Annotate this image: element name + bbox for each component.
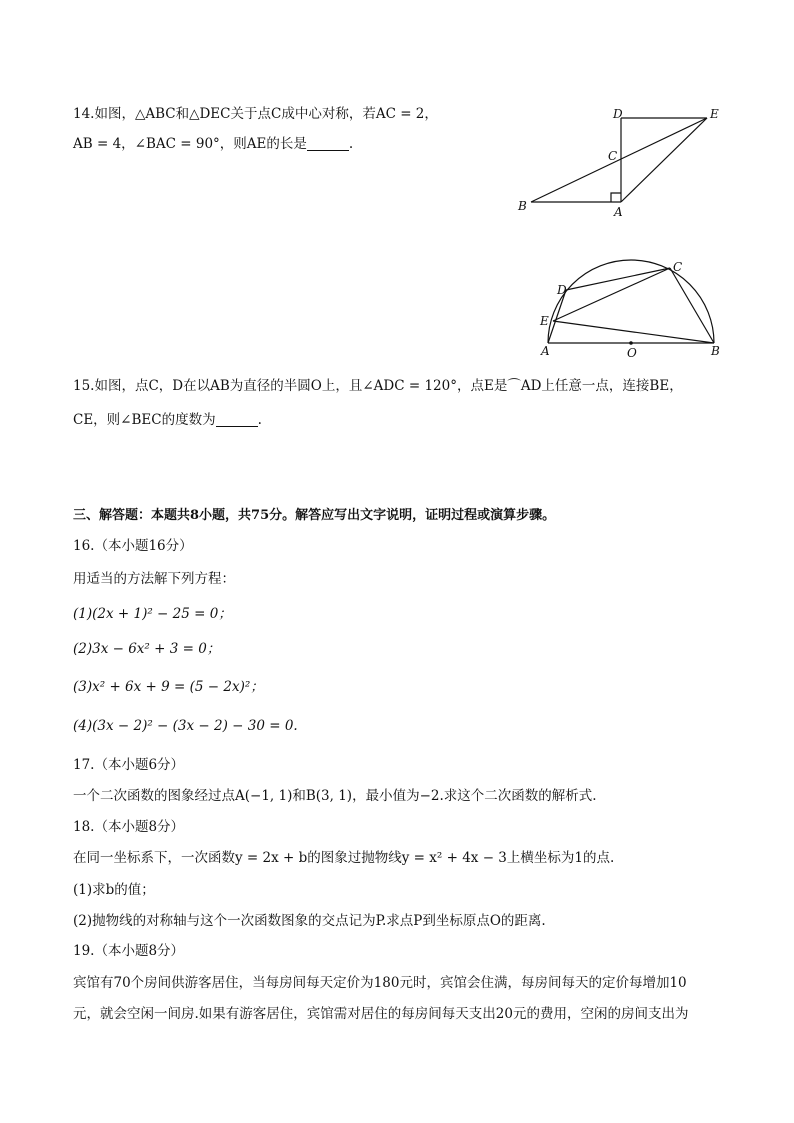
q14-figure — [510, 104, 730, 224]
right-angle-mark — [611, 193, 621, 202]
q14-line-2 — [73, 134, 353, 154]
line-ec — [553, 268, 670, 321]
q15-line-2 — [73, 410, 262, 430]
q18-text: 在同一坐标系下，一次函数y = 2x + b的图象过抛物线y = x² + 4x − 3上横坐标为1的点. — [73, 850, 615, 866]
q16-equation-1: (1)(2x + 1)² − 25 = 0； — [73, 606, 232, 622]
q14-line-2-end: . — [348, 136, 354, 152]
q15-line-2-text: CE，则∠BEC的度数为 — [73, 412, 216, 428]
q19-line-1: 宾馆有70个房间供游客居住，当每房间每天定价为180元时，宾馆会住满，每房间每天的定价每增加10 — [73, 975, 687, 991]
q19-line-2: 元，就会空闲一间房.如果有游客居住，宾馆需对居住的每房间每天支出20元的费用，空闲的房间支出为 — [73, 1006, 689, 1022]
label-o: O — [627, 346, 637, 360]
line-be — [531, 118, 707, 202]
section-3-heading: 三、解答题：本题共8小题，共75分。解答应写出文字说明，证明过程或演算步骤。 — [73, 508, 556, 523]
q17-header: 17.（本小题6分） — [73, 757, 185, 773]
q14-line-2-text: AB = 4，∠BAC = 90°，则AE的长是 — [73, 136, 307, 152]
q17-text: 一个二次函数的图象经过点A(−1, 1)和B(3, 1)，最小值为−2.求这个二次函数的解析式. — [73, 788, 597, 804]
line-ae — [621, 118, 707, 202]
answer-blank — [216, 412, 258, 427]
line-eb — [553, 321, 714, 343]
label-c: C — [608, 149, 618, 163]
q16-intro: 用适当的方法解下列方程： — [73, 571, 235, 587]
label-c: C — [673, 260, 683, 274]
q18-header: 18.（本小题8分） — [73, 819, 185, 835]
center-point-o — [629, 341, 633, 345]
q15-figure — [535, 255, 725, 365]
q14-line-1: 14.如图，△ABC和△DEC关于点C成中心对称，若AC = 2， — [73, 106, 438, 122]
label-e: E — [710, 107, 719, 121]
q18-part-2: (2)抛物线的对称轴与这个一次函数图象的交点记为P.求点P到坐标原点O的距离. — [73, 913, 546, 929]
label-d: D — [613, 107, 623, 121]
label-e: E — [540, 314, 549, 328]
label-b: B — [711, 344, 720, 358]
line-dc — [566, 268, 670, 290]
answer-blank — [307, 136, 349, 151]
q16-equation-2: (2)3x − 6x² + 3 = 0； — [73, 641, 221, 657]
q16-equation-3: (3)x² + 6x + 9 = (5 − 2x)²； — [73, 679, 264, 695]
q15-line-1: 15.如图，点C，D在以AB为直径的半圆O上，且∠ADC = 120°，点E是⌒AD上任意一点，连接BE， — [73, 378, 683, 394]
q15-line-2-end: . — [257, 412, 262, 428]
q19-header: 19.（本小题8分） — [73, 943, 185, 959]
label-a: A — [541, 344, 550, 358]
line-cb — [670, 268, 714, 343]
q16-header: 16.（本小题16分） — [73, 538, 193, 554]
q16-equation-4: (4)(3x − 2)² − (3x − 2) − 30 = 0. — [73, 718, 298, 734]
label-b: B — [518, 199, 527, 213]
label-d: D — [557, 283, 567, 297]
label-a: A — [614, 205, 623, 219]
q18-part-1: (1)求b的值； — [73, 882, 155, 898]
